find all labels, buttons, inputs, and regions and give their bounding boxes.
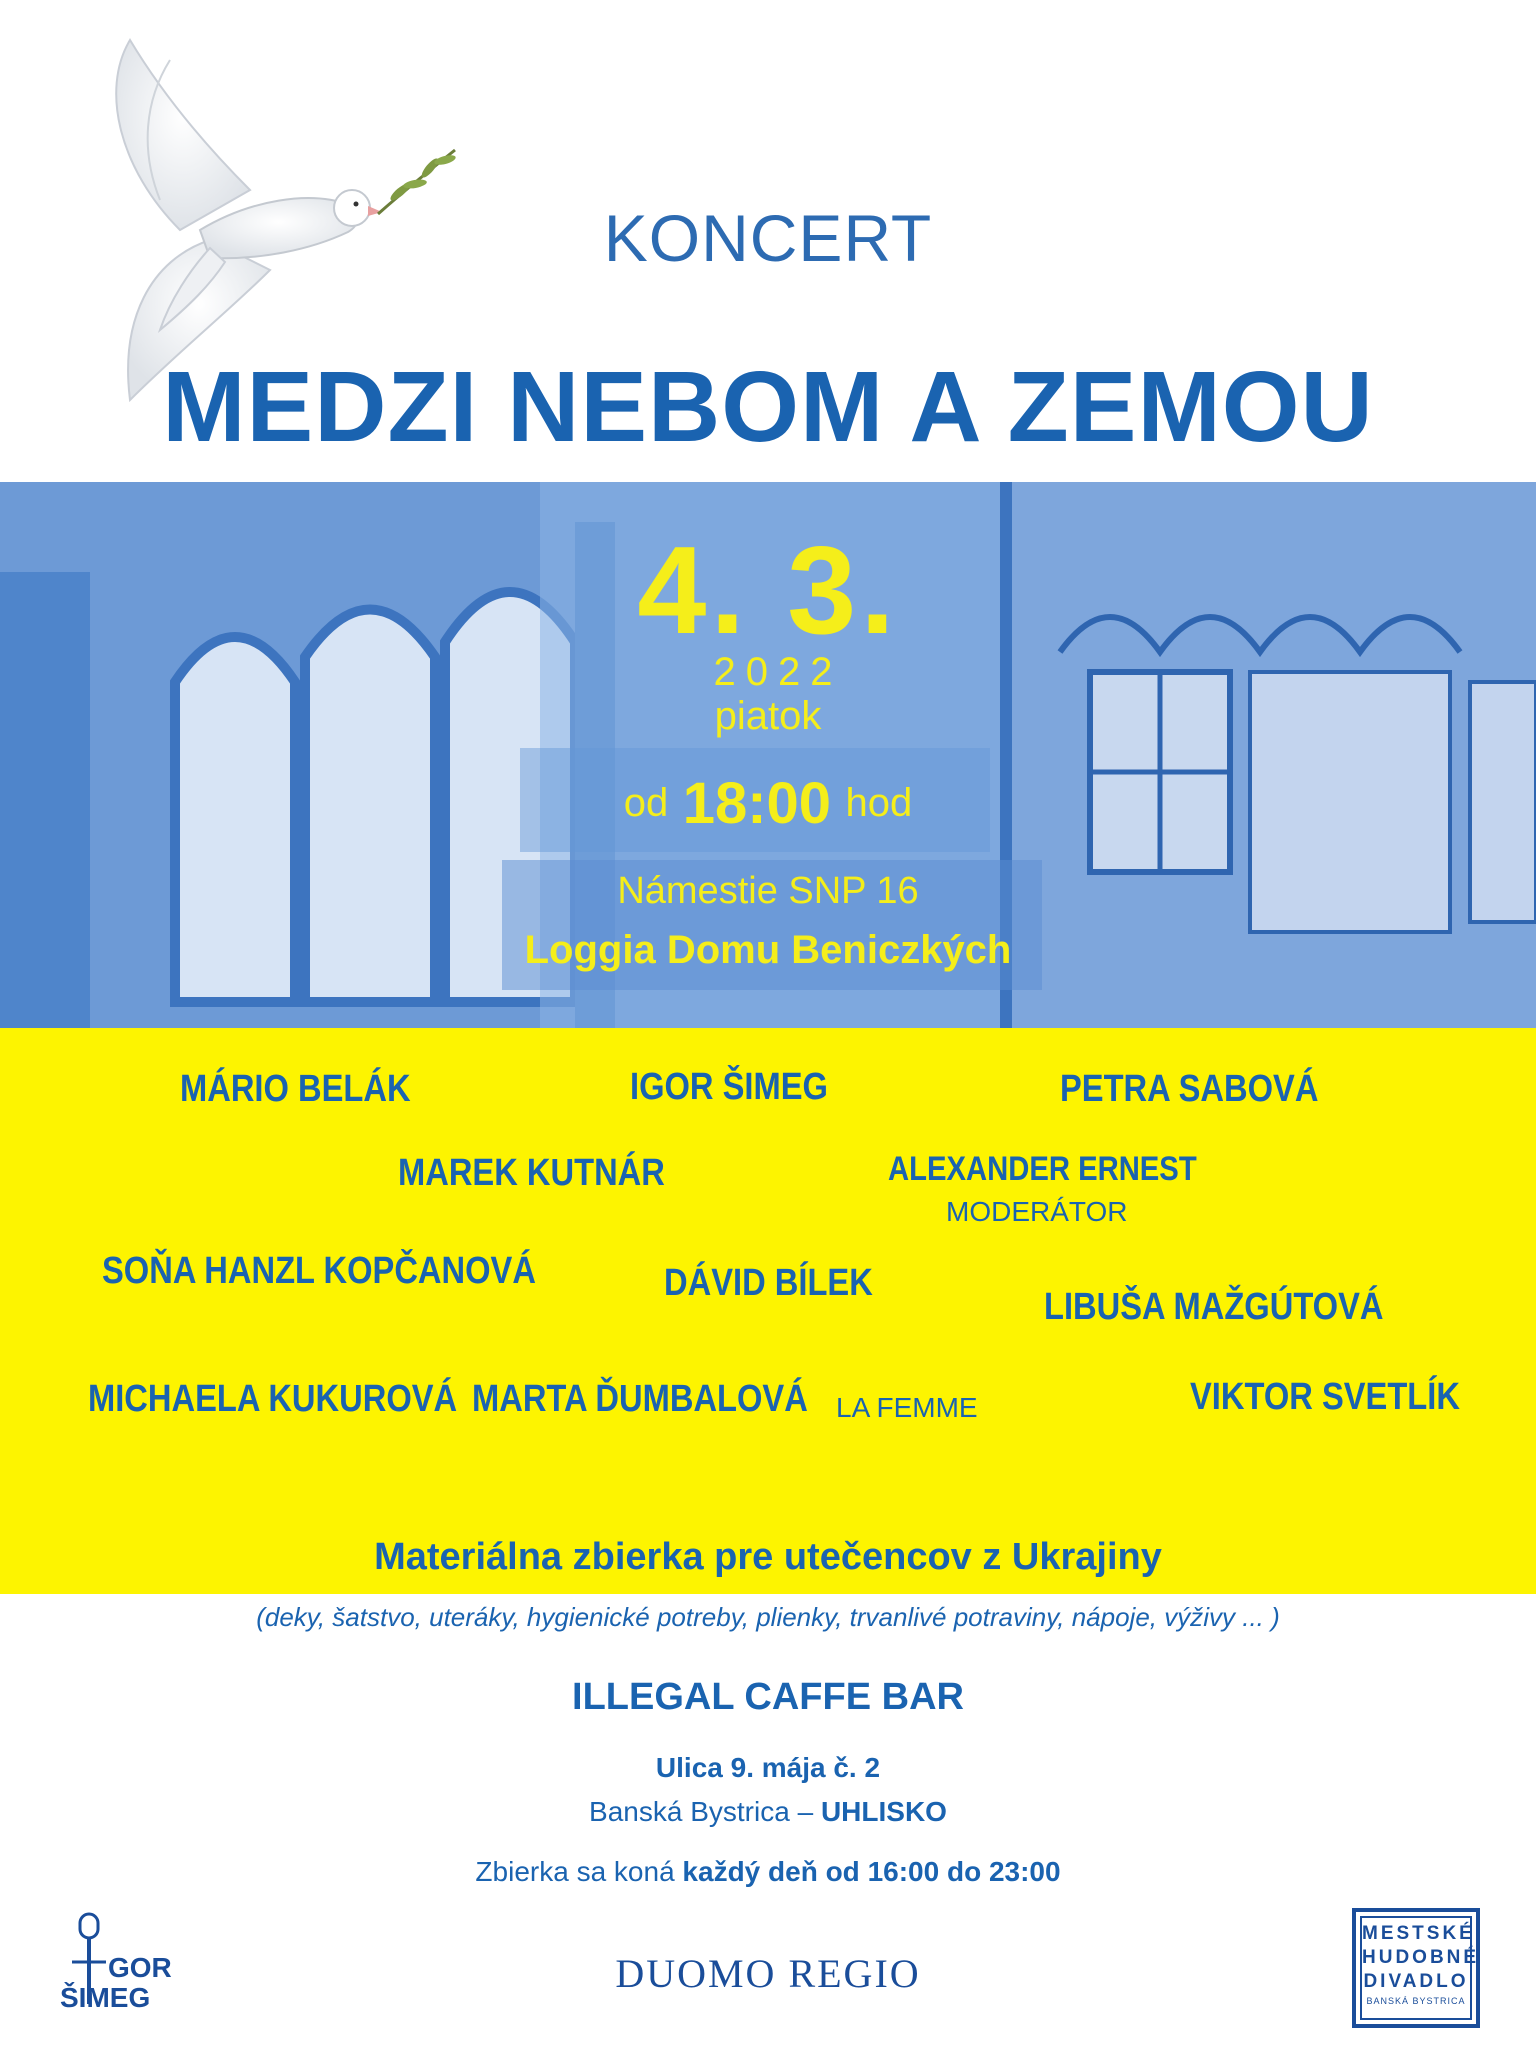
performer-name: SOŇA HANZL KOPČANOVÁ — [102, 1250, 536, 1292]
performer-role: MODERÁTOR — [946, 1196, 1128, 1227]
duomo-regio-logo: DUOMO REGIO — [615, 1951, 921, 1996]
mhd-inner-frame — [1360, 1916, 1480, 2020]
performer-name: ALEXANDER ERNEST — [888, 1150, 1197, 1188]
collection-street: Ulica 9. mája č. 2 — [655, 1752, 881, 1783]
performer-name: VIKTOR SVETLÍK — [1190, 1376, 1460, 1418]
collection-hours — [0, 1856, 1536, 1888]
mhd-line: DIVADLO — [1363, 1971, 1469, 1992]
time-value: 18:00 — [682, 771, 832, 836]
performer-name: MICHAELA KUKUROVÁ — [88, 1378, 458, 1420]
event-title: MEDZI NEBOM A ZEMOU — [162, 351, 1374, 463]
mestske-hudobne-divadlo-logo — [1352, 1908, 1480, 2028]
mhd-line: MESTSKÉ — [1362, 1923, 1475, 1944]
event-kicker: KONCERT — [603, 201, 933, 275]
city-name: Banská Bystrica – — [589, 1796, 814, 1827]
time-prefix: od — [623, 781, 669, 825]
performer-name: PETRA SABOVÁ — [1060, 1068, 1319, 1110]
venue-address: Námestie SNP 16 — [617, 870, 919, 912]
event-date: 4. 3. — [637, 522, 899, 660]
performer-name: MARTA ĎUMBALOVÁ — [472, 1378, 808, 1420]
performer-name: MAREK KUTNÁR — [398, 1152, 665, 1194]
collection-place: ILLEGAL CAFFE BAR — [572, 1676, 964, 1718]
performer-name: MÁRIO BELÁK — [180, 1068, 411, 1110]
event-time — [0, 770, 1536, 837]
event-weekday: piatok — [714, 694, 822, 738]
igor-logo-top: GOR — [108, 1952, 172, 1983]
hours-value: každý deň od 16:00 do 23:00 — [682, 1856, 1061, 1887]
collection-title: Materiálna zbierka pre utečencov z Ukrajiny — [374, 1536, 1162, 1578]
performer-name: IGOR ŠIMEG — [630, 1066, 828, 1108]
collection-city — [0, 1796, 1536, 1828]
igor-logo-bottom: ŠIMEG — [60, 1982, 151, 2013]
mhd-sub: BANSKÁ BYSTRICA — [1366, 1996, 1466, 2006]
performer-name: DÁVID BÍLEK — [664, 1262, 873, 1304]
time-suffix: hod — [845, 781, 913, 825]
mhd-line: HUDOBNÉ — [1362, 1947, 1480, 1968]
city-district: UHLISKO — [820, 1796, 947, 1827]
hours-prefix: Zbierka sa koná — [475, 1856, 675, 1887]
event-year: 2022 — [713, 650, 843, 694]
performer-note: LA FEMME — [836, 1392, 978, 1423]
performer-name: LIBUŠA MAŽGÚTOVÁ — [1044, 1286, 1384, 1328]
collection-items: (deky, šatstvo, uteráky, hygienické potreby, plienky, trvanlivé potraviny, nápoje, výživy ... ) — [256, 1602, 1280, 1632]
venue-name: Loggia Domu Beniczkých — [524, 928, 1012, 972]
